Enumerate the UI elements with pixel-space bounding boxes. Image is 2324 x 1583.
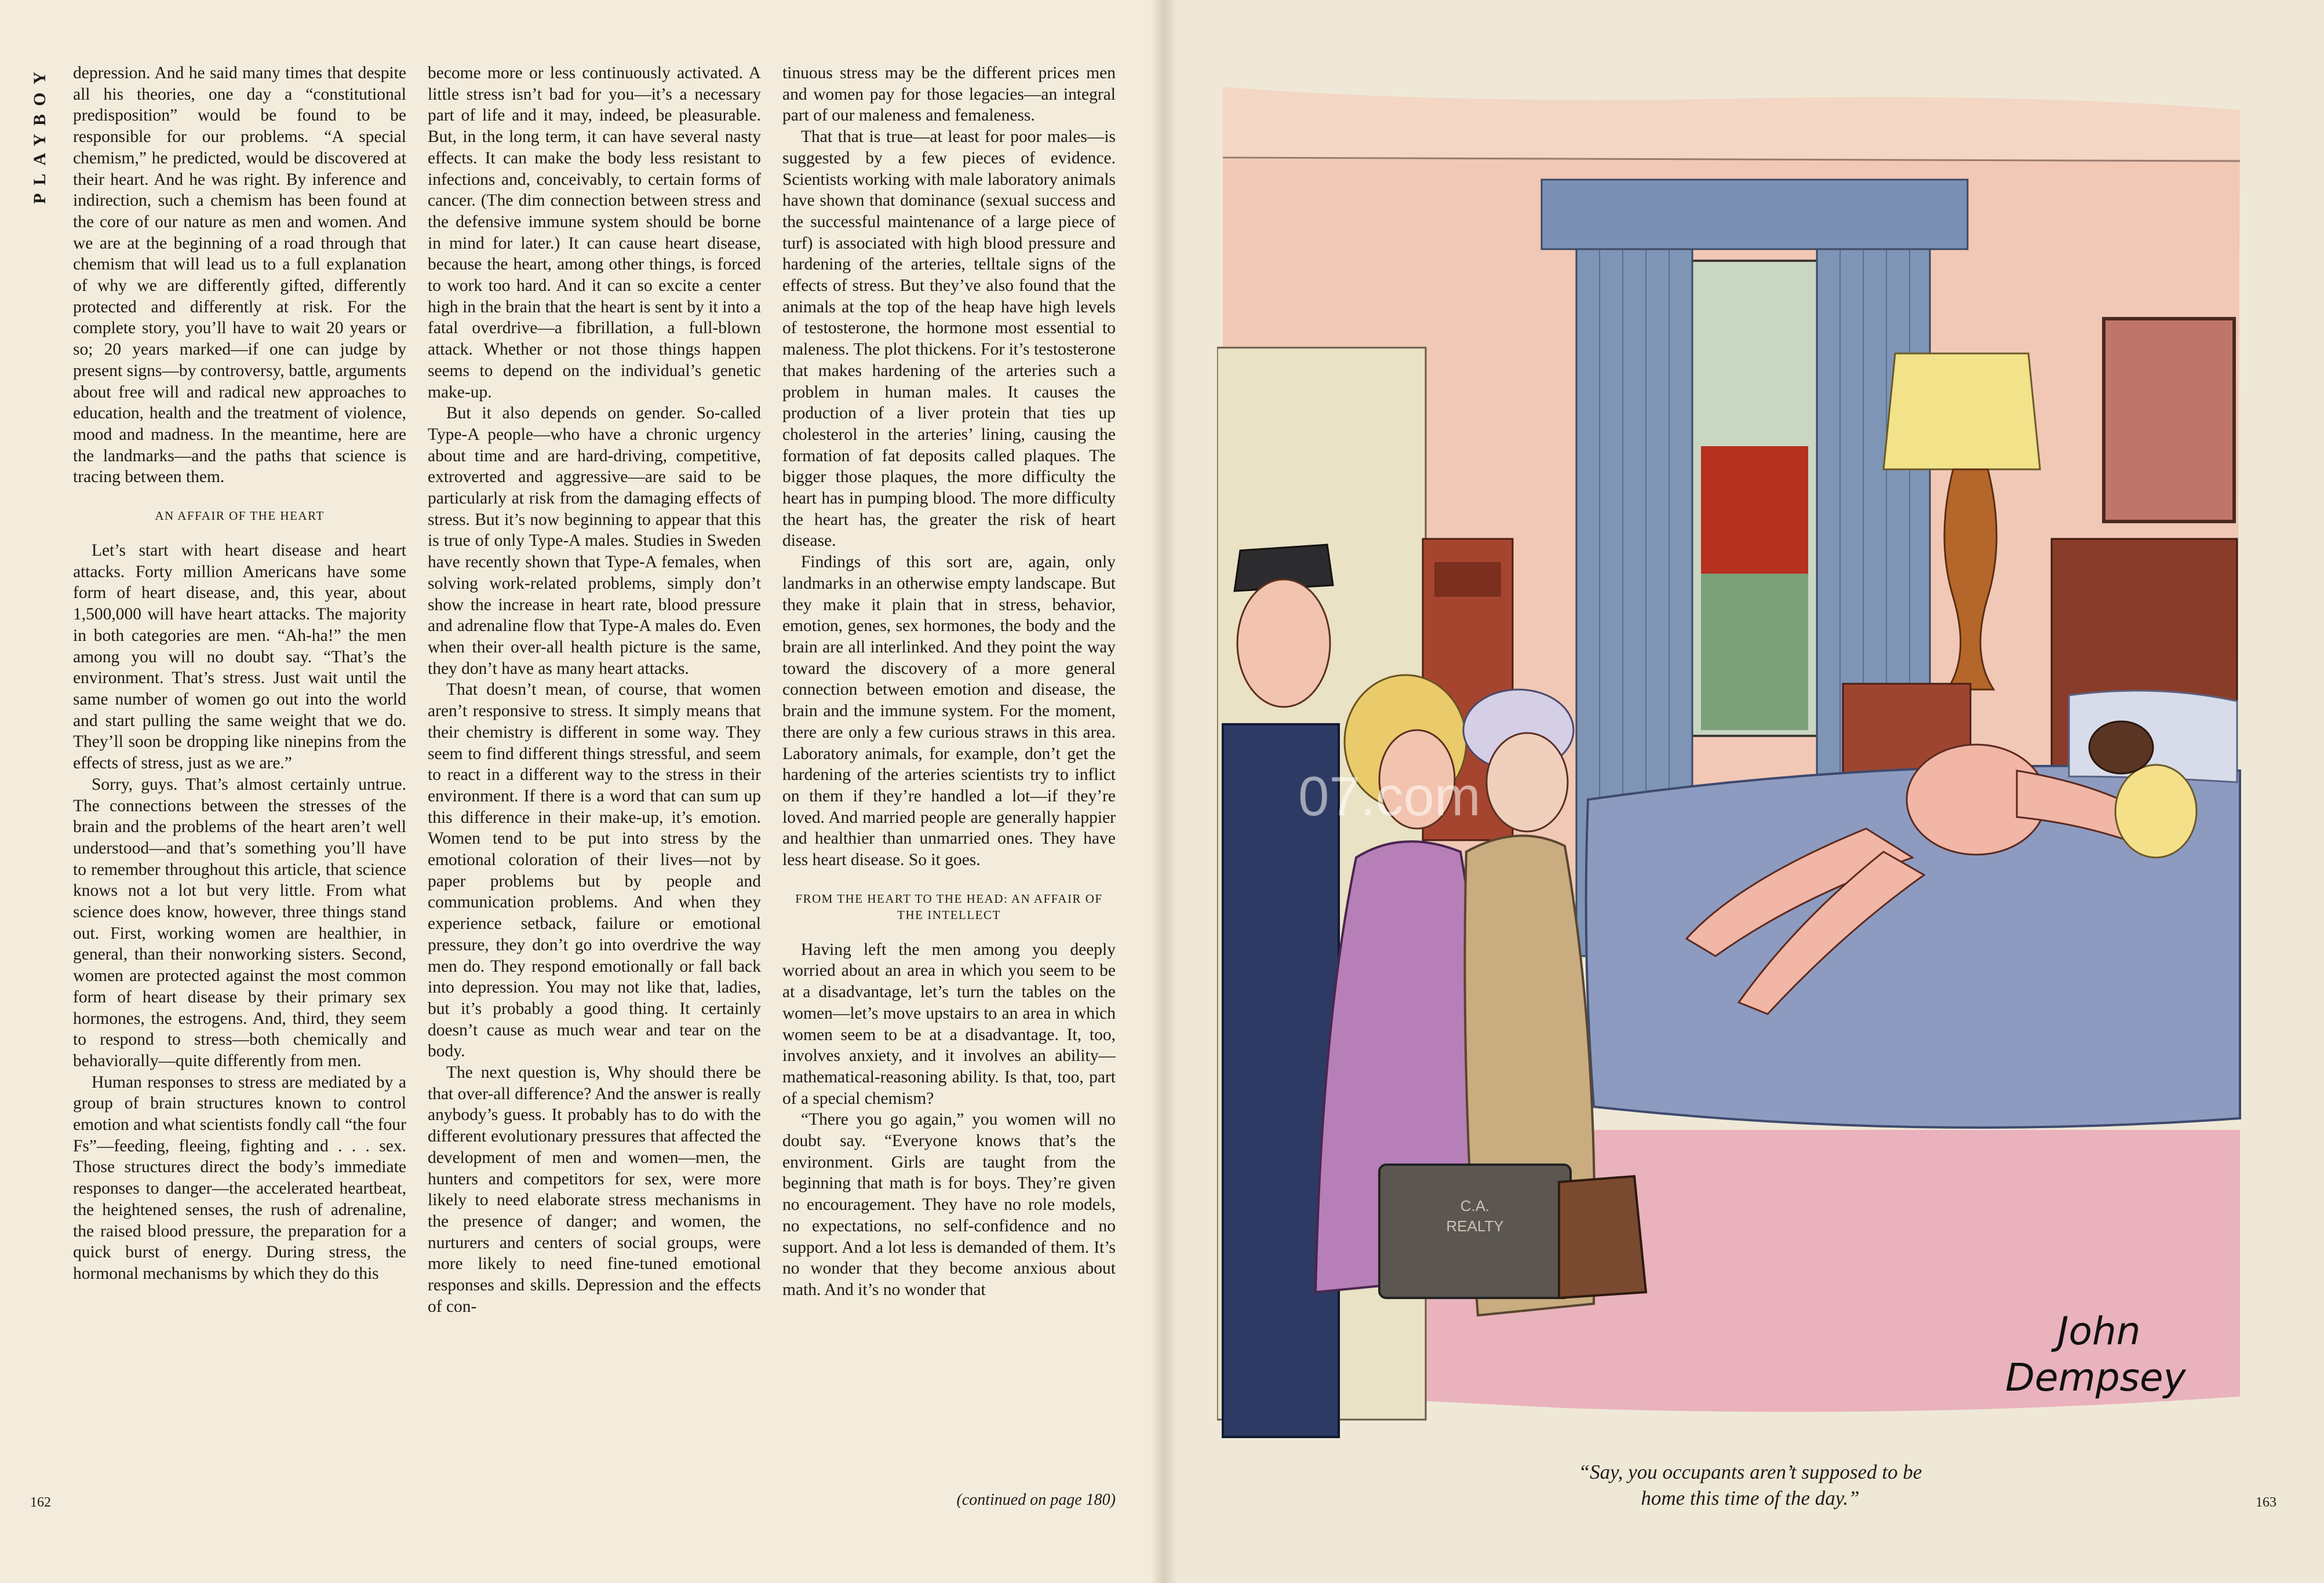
man-face bbox=[1237, 579, 1330, 707]
handbag bbox=[1559, 1176, 1646, 1298]
article-paragraph: depression. And he said many times that despite all his theories, one day a “constitutional predisposition” would be found to be responsible for our problems. “A special chemism,” he predicted, would be discovered at their heart. And he was right. By inference and indirection, such a chemism has been found at the core of our nature as men and women. And we are at the beginning of a road through that chemism that will lead us to a full explanation of why we are differently gifted, differently protected and differently at risk. For the complete story, you’ll have to wait 20 years or so; 20 years marked—if one can judge by present signs—by controversy, battle, arguments about free will and radical new approaches to education, health and the treatment of violence, mood and madness. In the meantime, here are the landmarks—and the paths that science is tracing between them. bbox=[73, 64, 406, 487]
briefcase-label-2: REALTY bbox=[1446, 1217, 1504, 1235]
watermark: 07.com bbox=[1298, 765, 1481, 827]
briefcase-label-1: C.A. bbox=[1460, 1197, 1490, 1214]
artist-signature-line-1: John bbox=[2057, 1309, 2141, 1354]
car-outside bbox=[1701, 446, 1808, 574]
man-head bbox=[2089, 721, 2153, 774]
blonde-hair bbox=[2115, 765, 2196, 858]
wall-painting bbox=[2104, 319, 2234, 521]
lamp-shade bbox=[1884, 353, 2040, 469]
caption-line-1: “Say, you occupants aren’t supposed to be bbox=[1578, 1461, 1922, 1483]
article-paragraph: Let’s start with heart disease and heart attacks. Forty million Americans have some form of heart disease, and, this year, about 1,500,000 will have heart attacks. The majority in both categories are men. “Ah-ha!” the men among you will no doubt say. “That’s the environment. That’s stress. Just wait until the same number of women go out into the world and start pulling the same weight that we do. They’ll soon be dropping like ninepins from the effects of stress, just as we are.” bbox=[73, 541, 406, 773]
caption-line-2: home this time of the day.” bbox=[1641, 1487, 1860, 1509]
article-column-2 bbox=[428, 63, 761, 1523]
page-number-right: 163 bbox=[2256, 1495, 2276, 1510]
article-paragraph: But it also depends on gender. So-called Type-A people—who have a chronic urgency about time and are hard-driving, competitive, extroverted and aggressive—are said to be particularly at risk from the damaging effects of stress. But it’s now beginning to appear that this is true of only Type-A males. Studies in Sweden have recently shown that Type-A females, when solving work-related problems, simply don’t show the increase in heart rate, blood pressure and adrenaline flow that Type-A males do. Even when their over-all health picture is the same, they don’t have as many heart attacks. bbox=[428, 404, 761, 678]
continued-line: (continued on page 180) bbox=[956, 1491, 1116, 1509]
section-heading: AN AFFAIR OF THE HEART bbox=[155, 509, 325, 523]
article-paragraph: Findings of this sort are, again, only landmarks in an otherwise empty landscape. But they make it plain that in stress, behavior, emotion, genes, sex hormones, the body and the brain are all interlinked. And they point the way toward the discovery of a more general connection between emotion and disease, the brain and the immune system. For the moment, there are only a few curious straws in this area. Laboratory animals, for example, don’t get the hardening of the arteries scientists try to inflict on them if they’re handled a lot—if they’re loved. And married people are generally happier and healthier than unmarried ones. They have less heart disease. So it goes. bbox=[782, 553, 1116, 870]
article-paragraph: That that is true—at least for poor males—is suggested by a few pieces of evidence. Scientists working with male laboratory animals have shown that dominance (sexual success and the successful maintenance of a large piece of turf) is associated with high blood pressure and hardening of the arteries, telltale signs of the effects of stress. But they’ve also found that the animals at the top of the heap have high levels of testosterone, the hormone most essential to maleness. The plot thickens. For it’s testosterone that makes hardening of the arteries such a problem in human males. It causes the production of a liver protein that ties up cholesterol in the arteries’ lining, causing the formation of fat deposits called plaques. The bigger those plaques, the more difficulty the heart has in pumping blood. The more difficulty the heart has, the greater the risk of heart disease. bbox=[782, 127, 1116, 550]
article-paragraph: Having left the men among you deeply worried about an area in which you seem to be at a disadvantage, let’s turn the tables on the women—let’s move upstairs to an area in which women seem to be at a disadvantage. It, too, involves anxiety, and it involves an ability—mathematical-reasoning ability. Is that, too, part of a special chemism? bbox=[782, 940, 1116, 1108]
article-column-1 bbox=[73, 63, 406, 1523]
man-in-suit bbox=[1223, 724, 1339, 1437]
article-paragraph: Sorry, guys. That’s almost certainly untrue. The connections between the stresses of the brain and the problems of the heart aren’t well understood—and that’s something you’ll have to remember throughout this article, that science knows not a lot but very little. From what science does know, however, three things stand out. First, working women are healthier, in general, than their nonworking sisters. Second, women are protected against the most common form of heart disease by their primary sex hormones, the estrogens. And, third, they seem to respond to stress—both chemically and behaviorally—quite differently from men. bbox=[73, 775, 406, 1070]
article-paragraph: become more or less continuously activated. A little stress isn’t bad for you—it’s a necessary part of life and it may, indeed, be pleasurable. But, in the long term, it can have several nasty effects. It can make the body less resistant to infections and, conceivably, to certain forms of cancer. (The dim connection between stress and the defensive immune system should be borne in mind for later.) It can cause heart disease, because the heart, among other things, is forced to work too hard. And it can so excite a center high in the brain that the heart is sent by it into a fatal overdrive—a fibrillation, a full-blown attack. Whether or not those things happen seems to depend on the individual’s genetic make-up. bbox=[428, 64, 761, 402]
valance bbox=[1542, 180, 1968, 249]
magazine-sidebar-title: PLAYBOY bbox=[30, 64, 49, 204]
article-paragraph: The next question is, Why should there be that over-all difference? And the answer is really anybody’s guess. It probably has to do with the different evolutionary pressures that affected the development of men and women—men, the hunters and competitors for sex, were more likely to need elaborate stress mechanisms in the presence of danger; and women, the nurturers and centers of social groups, were more likely to need fine-tuned emotional responses and skills. Depression and the effects of con- bbox=[428, 1063, 761, 1316]
article-paragraph: tinuous stress may be the different prices men and women pay for those legacies—an integral part of our maleness and femaleness. bbox=[782, 64, 1116, 125]
page-gutter bbox=[1150, 0, 1177, 1583]
article-column-3 bbox=[782, 63, 1116, 1523]
page-number-left: 162 bbox=[30, 1495, 51, 1510]
article-paragraph: That doesn’t mean, of course, that women aren’t responsive to stress. It simply means that their chemistry is different in some way. They seem to find different things stressful, and seem to react in a different way to the stress in their environment. If there is a word that can sum up this difference in their make-up, it’s emotion. Women tend to be put into stress by the emotional coloration of their lives—not by paper problems but by people and communication problems. And when they experience setback, failure or emotional pressure, they don’t go into overdrive the way men do. They respond emotionally or fall back into depression. You may not like that, ladies, but it’s probably a good thing. It certainly doesn’t cause as much wear and tear on the body. bbox=[428, 680, 761, 1061]
article-paragraph: “There you go again,” you women will no doubt say. “Everyone knows that’s the environment. Girls are taught from the beginning that math is for boys. They’re given no encouragement. They have no role models, no expectations, no self-confidence and no support. And a lot less is demanded of them. It’s no wonder that they become anxious about math. And it’s no wonder that bbox=[782, 1110, 1116, 1299]
cartoon-caption bbox=[1460, 1459, 2040, 1511]
article-paragraph: Human responses to stress are mediated by a group of brain structures known to control emotion and what scientists fondly call “the four Fs”—feeding, fleeing, fighting and . . . sex. Those structures direct the body’s immediate responses to danger—the accelerated heartbeat, the heightened senses, the rush of adrenaline, the raised blood pressure, the preparation for a quick burst of energy. During stress, the hormonal mechanisms by which they do this bbox=[73, 1073, 406, 1283]
artist-signature-line-2: Dempsey bbox=[2005, 1355, 2186, 1400]
section-heading: FROM THE HEART TO THE HEAD: AN AFFAIR OF THE INTELLECT bbox=[795, 891, 1103, 922]
ceiling bbox=[1223, 87, 2240, 159]
